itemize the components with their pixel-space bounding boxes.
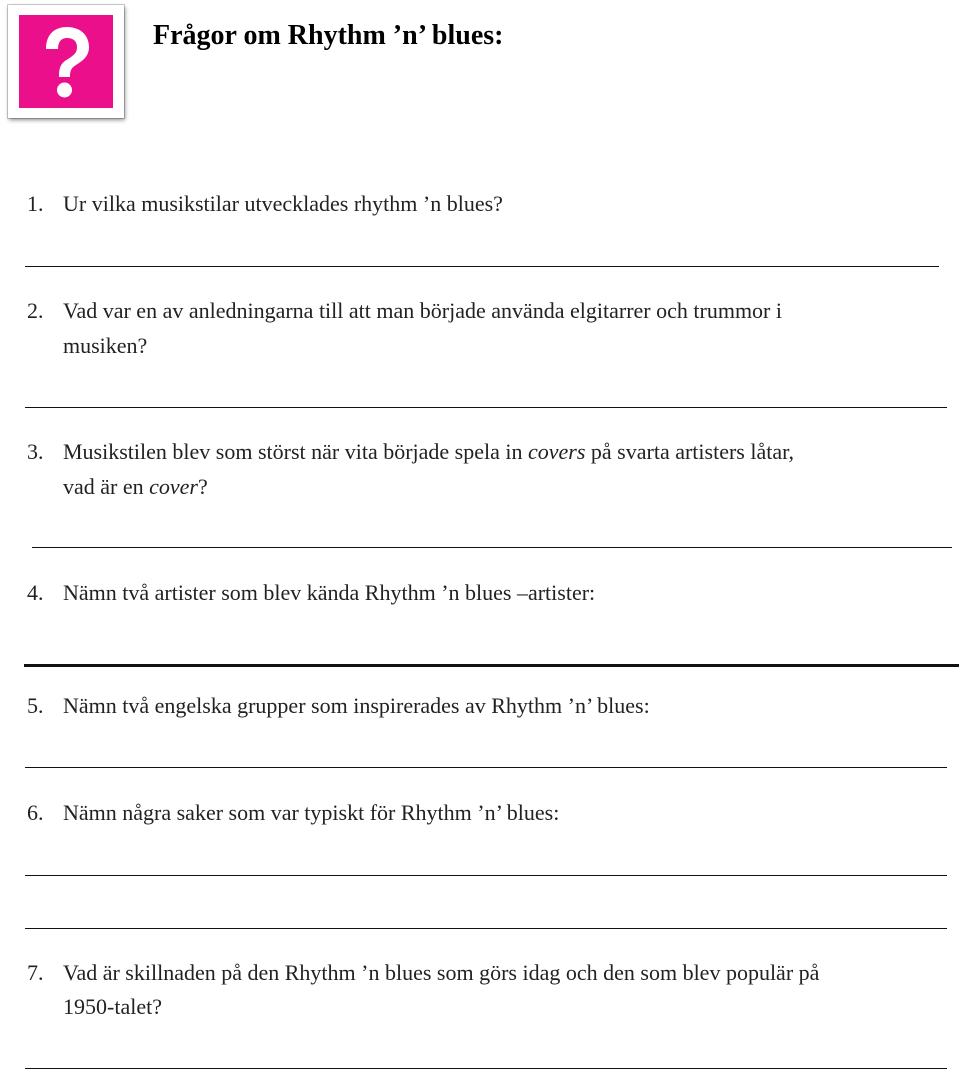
question-text: Vad var en av anledningarna till att man började använda elgitarrer och trummor i (63, 298, 782, 323)
question-number: 6. (27, 800, 44, 825)
answer-line[interactable] (25, 1068, 947, 1069)
answer-line[interactable] (24, 664, 959, 667)
question-number: 3. (27, 439, 44, 464)
question-text: Nämn några saker som var typiskt för Rhythm ’n’ blues: (63, 800, 560, 825)
question-text: vad är en cover? (63, 474, 208, 499)
question-text: 1950-talet? (63, 994, 162, 1019)
question-number: 7. (27, 960, 44, 985)
answer-line[interactable] (25, 928, 947, 929)
question-number: 5. (27, 693, 44, 718)
question-number: 2. (27, 298, 44, 323)
question-text: Nämn två engelska grupper som inspirerades av Rhythm ’n’ blues: (63, 693, 650, 718)
answer-line[interactable] (25, 767, 947, 768)
answer-line[interactable] (25, 266, 939, 267)
question-text: Nämn två artister som blev kända Rhythm ’n blues –artister: (63, 580, 596, 605)
question-text: Musikstilen blev som störst när vita började spela in covers på svarta artisters låtar, (63, 439, 795, 464)
question-number: 1. (27, 191, 44, 216)
question-number: 4. (27, 580, 44, 605)
question-text: Ur vilka musikstilar utvecklades rhythm ’n blues? (63, 191, 503, 216)
answer-line[interactable] (25, 875, 947, 876)
answer-line[interactable] (32, 547, 952, 548)
question-mark-icon (19, 15, 113, 108)
question-text: musiken? (63, 333, 148, 358)
question-text: Vad är skillnaden på den Rhythm ’n blues som görs idag och den som blev populär på (63, 960, 820, 985)
page-title: Frågor om Rhythm ’n’ blues: (153, 20, 504, 51)
question-logo (8, 5, 124, 118)
answer-line[interactable] (25, 407, 947, 408)
